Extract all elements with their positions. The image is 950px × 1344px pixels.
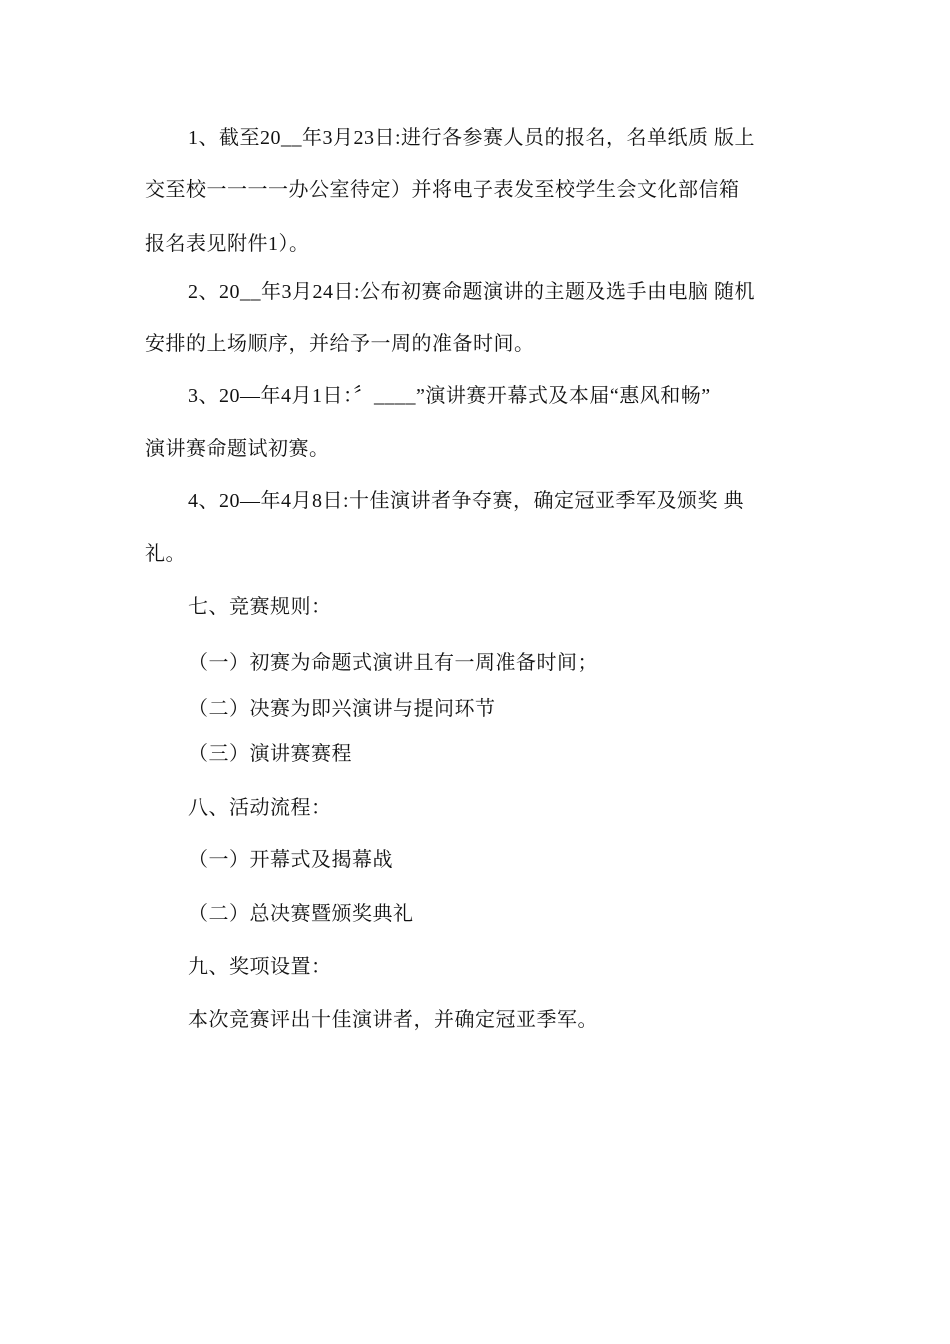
schedule-item-1-line-3: 报名表见附件1）。: [145, 233, 310, 255]
schedule-item-4-line-2: 礼。: [145, 543, 186, 565]
process-item-1: （一）开幕式及揭幕战: [188, 849, 393, 871]
schedule-item-3-line-2: 演讲赛命题试初赛。: [145, 438, 330, 460]
schedule-item-1-line-1: 1、截至20__年3月23日:进行各参赛人员的报名，名单纸质 版上: [188, 127, 756, 149]
section-heading-process: 八、活动流程：: [188, 797, 332, 819]
rule-item-2: （二）决赛为即兴演讲与提问环节: [188, 698, 496, 720]
rule-item-3: （三）演讲赛赛程: [188, 743, 352, 765]
section-heading-rules: 七、竞赛规则：: [188, 596, 332, 618]
schedule-item-4-line-1: 4、20—年4月8日:十佳演讲者争夺赛，确定冠亚季军及颁奖 典: [188, 490, 745, 512]
process-item-2: （二）总决赛暨颁奖典礼: [188, 903, 414, 925]
schedule-item-2-line-2: 安排的上场顺序，并给予一周的准备时间。: [145, 333, 535, 355]
schedule-item-2-line-1: 2、20__年3月24日:公布初赛命题演讲的主题及选手由电脑 随机: [188, 281, 756, 303]
schedule-item-1-line-2: 交至校一一一一办公室待定）并将电子表发至校学生会文化部信箱: [145, 179, 740, 201]
schedule-item-3-line-1: 3、20—年4月1日：〞____”演讲赛开幕式及本届“惠风和畅”: [188, 385, 711, 407]
section-heading-awards: 九、奖项设置：: [188, 956, 332, 978]
awards-description: 本次竞赛评出十佳演讲者，并确定冠亚季军。: [188, 1009, 598, 1031]
rule-item-1: （一）初赛为命题式演讲且有一周准备时间；: [188, 652, 598, 674]
